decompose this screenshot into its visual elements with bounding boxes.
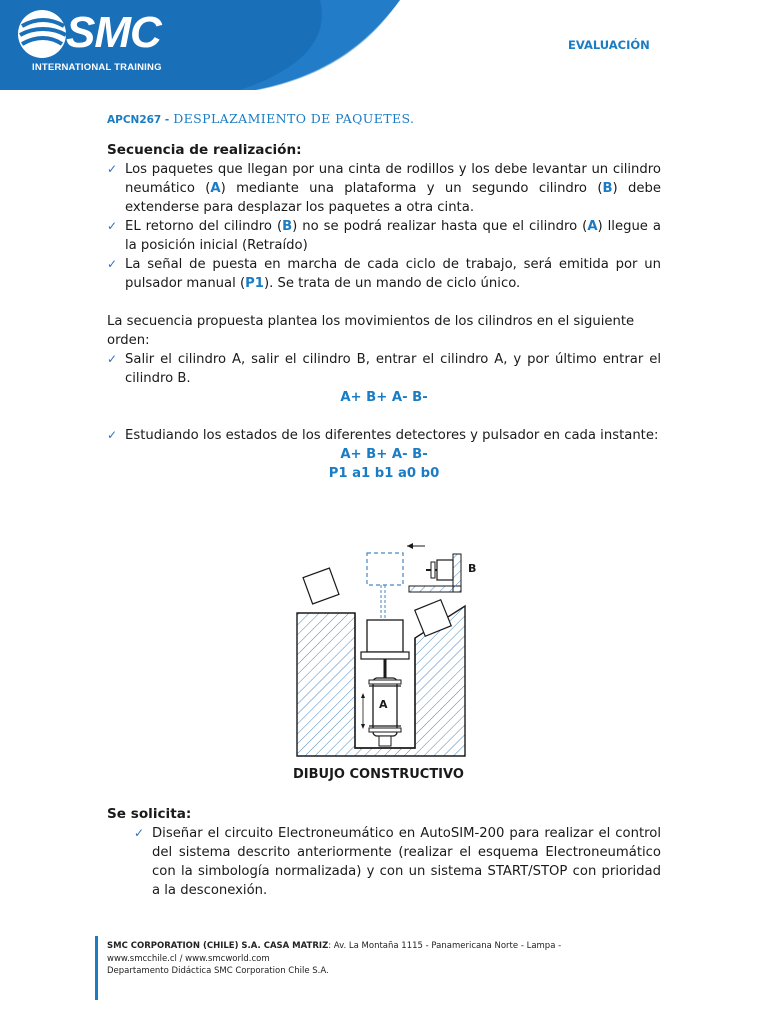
cylinder-b-label: B (468, 562, 477, 575)
list-item (107, 217, 661, 255)
item-text: ) debe extenderse para desplazar los paquetes a otra cinta. (125, 181, 661, 215)
header-band (0, 0, 768, 90)
brand-subtitle: INTERNATIONAL TRAINING (32, 62, 162, 73)
arrow-up-icon (361, 693, 365, 698)
section-label: EVALUACIÓN (568, 38, 650, 52)
sequence-section (107, 141, 661, 483)
footer-web: www.smcchile.cl / www.smcworld.com (107, 953, 270, 964)
checkmark-icon: ✓ (107, 428, 118, 442)
arrow-left-icon (407, 543, 413, 549)
list-item (107, 426, 661, 445)
lift-platform (367, 620, 403, 652)
item-text: ) no se podrá realizar hasta que el cilindro ( (292, 219, 588, 234)
cylinder-ref: B (282, 219, 293, 234)
footer-dept: Departamento Didáctica SMC Corporation Chile S.A. (107, 966, 329, 976)
request-heading: Se solicita: (107, 806, 192, 822)
package-raised-position (367, 553, 403, 585)
cylinder-ref: B (602, 181, 613, 196)
smc-globe-logo-icon (16, 8, 68, 60)
list-item (107, 350, 661, 388)
footer (107, 940, 561, 978)
checkmark-icon: ✓ (134, 826, 145, 840)
brand-logo-text: SMC (66, 8, 161, 57)
states-line: P1 a1 b1 a0 b0 (328, 466, 440, 481)
arrow-down-icon (361, 724, 365, 729)
cylinder-ref: A (587, 219, 598, 234)
footer-accent-bar (95, 936, 98, 1000)
sequence-intro: La secuencia propuesta plantea los movimientos de los cilindros en el siguiente orden: (107, 314, 635, 348)
exercise-code: APCN267 - (107, 114, 170, 126)
item-text: ) mediante una plataforma y un segundo cilindro ( (220, 181, 603, 196)
exercise-name: DESPLAZAMIENTO DE PAQUETES. (173, 111, 415, 126)
sequence-heading: Secuencia de realización: (107, 142, 302, 158)
construction-drawing (285, 538, 485, 763)
cylinder-ref: A (210, 181, 221, 196)
sequence-line: A+ B+ A- B- (340, 390, 428, 405)
list-item (107, 255, 661, 293)
checkmark-icon: ✓ (107, 219, 118, 233)
item-text: EL retorno del cilindro ( (125, 219, 283, 234)
list-item (107, 160, 661, 217)
footer-company: SMC CORPORATION (CHILE) S.A. CASA MATRIZ (107, 941, 329, 951)
item-text: Los paquetes que llegan por una cinta de rodillos y los debe levantar un cilindro neumático ( (125, 162, 661, 196)
checkmark-icon: ✓ (107, 352, 118, 366)
item-text: La señal de puesta en marcha de cada ciclo de trabajo, será emitida por un pulsador manual ( (125, 257, 661, 291)
item-text: ) llegue a la posición inicial (Retraído) (125, 219, 661, 253)
package-left (303, 568, 339, 604)
item-text: Diseñar el circuito Electroneumático en AutoSIM-200 para realizar el control del sistema descrito anteriormente (realizar el esquema Electroneumático con la simbología normalizada) y con un sistema START/STOP con prioridad a la desconexión. (152, 826, 661, 898)
checkmark-icon: ✓ (107, 162, 118, 176)
list-item (134, 824, 661, 900)
cylinder-a-label: A (379, 698, 388, 711)
request-section (107, 805, 661, 900)
item-text: Salir el cilindro A, salir el cilindro B, entrar el cilindro A, y por último entrar el cilindro B. (125, 352, 661, 386)
item-text: ). Se trata de un mando de ciclo único. (263, 276, 521, 291)
sequence-line: A+ B+ A- B- (340, 447, 428, 462)
document-title (107, 111, 414, 126)
cylinder-b-mount (453, 554, 461, 592)
item-text: Estudiando los estados de los diferentes detectores y pulsador en cada instante: (125, 428, 659, 443)
pushbutton-ref: P1 (245, 276, 264, 291)
figure-caption: DIBUJO CONSTRUCTIVO (293, 767, 464, 782)
footer-address: : Av. La Montaña 1115 - Panamericana Norte - Lampa - (328, 941, 562, 951)
cylinder-b-body (437, 560, 453, 580)
checkmark-icon: ✓ (107, 257, 118, 271)
